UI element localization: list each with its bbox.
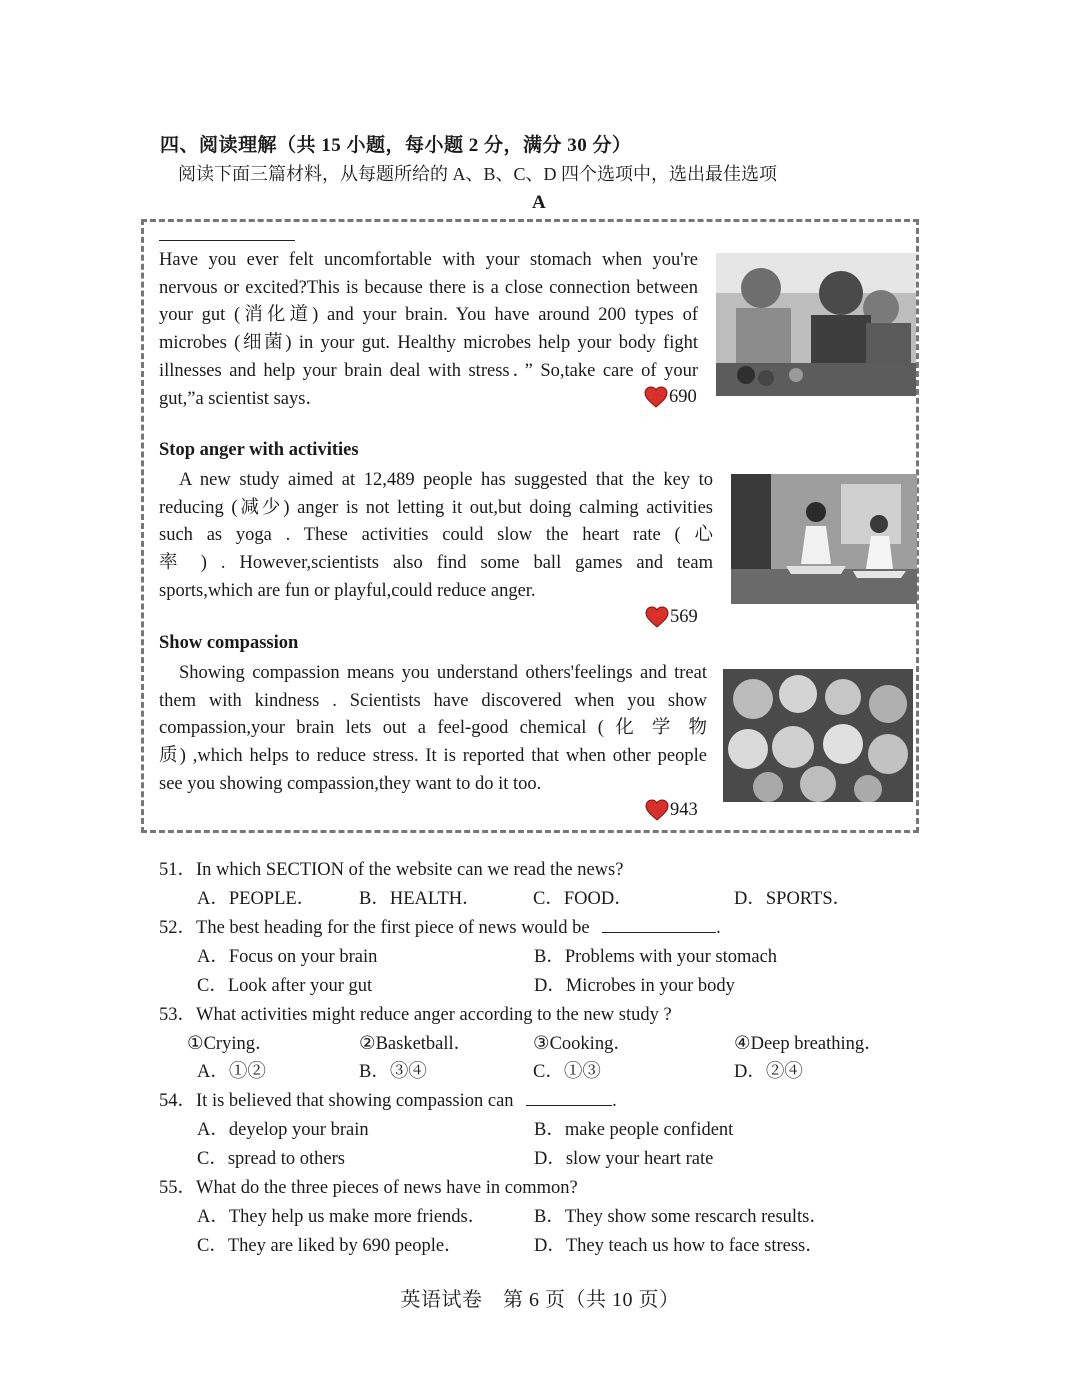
article-1-line: microbes (细菌) in your gut. Healthy microbes help your body fight [159,333,698,354]
option-51-b[interactable]: B．HEALTH． [359,889,481,909]
article-1-line: nervous or excited?This is because there is a close connection between [159,277,698,298]
article-3-text [159,660,707,799]
article-3-likes[interactable] [645,799,698,821]
item-53-3: ③Cooking． [533,1034,632,1054]
option-53-c[interactable]: C．①③ [533,1062,601,1082]
question-number: 55． [159,1178,197,1198]
option-52-c[interactable]: C．Look after your gut [197,976,373,996]
question-number: 52． [159,918,197,938]
article-1-line: your gut (消化道) and your brain. You have around 200 types of [159,305,698,326]
question-stem: The best heading for the first piece of news would be [196,918,590,938]
question-stem: What activities might reduce anger according to the new study ? [196,1005,672,1025]
option-54-c[interactable]: C．spread to others [197,1149,345,1169]
option-53-d[interactable]: D．②④ [734,1062,803,1082]
item-53-4: ④Deep breathing． [734,1034,883,1054]
article-2-likes[interactable] [645,606,698,628]
missing-heading-blank [159,238,295,241]
question-stem: What do the three pieces of news have in common? [196,1178,578,1198]
article-1-text [159,247,698,413]
answer-blank [526,1104,612,1106]
question-51 [159,855,623,881]
article-3-heading: Show compassion [159,633,299,653]
question-number: 51． [159,860,197,880]
article-2-line: such as yoga . These activities could slow the heart rate ( 心 [159,525,713,546]
option-51-a[interactable]: A．PEOPLE． [197,889,316,909]
option-55-b[interactable]: B．They show some rescarch results． [534,1207,828,1227]
likes-count: 943 [670,799,698,820]
question-stem: It is believed that showing compassion can [196,1091,514,1111]
passage-letter: A [532,192,546,213]
stem-period: . [716,918,721,938]
option-51-c[interactable]: C．FOOD． [533,889,633,909]
question-stem: In which SECTION of the website can we read the news? [196,860,624,880]
stem-period: . [612,1091,617,1111]
heart-icon [644,386,668,408]
question-52 [159,913,721,939]
option-54-a[interactable]: A．deyelop your brain [197,1120,369,1140]
article-1-line: Have you ever felt uncomfortable with your stomach when you're [159,250,698,270]
heart-icon [645,799,669,821]
option-54-b[interactable]: B．make people confident [534,1120,734,1140]
instruction: 阅读下面三篇材料，从每题所给的 A、B、C、D 四个选项中，选出最佳选项 [178,164,778,184]
option-54-d[interactable]: D．slow your heart rate [534,1149,714,1169]
article-2-line: reducing (减少) anger is not letting it out,but doing calming activities [159,497,713,518]
article-1-line: gut,”a scientist says． [159,388,324,409]
heart-icon [645,606,669,628]
article-1-line: illnesses and help your brain deal with stress．” So,take care of your [159,360,698,381]
page-footer: 英语试卷 第 6 页（共 10 页） [400,1289,680,1311]
photo-family-food [716,253,916,396]
question-53 [159,1000,672,1026]
option-53-b[interactable]: B．③④ [359,1062,427,1082]
item-53-1: ①Crying． [187,1034,274,1054]
question-55 [159,1173,578,1199]
article-2-text [159,467,713,606]
article-2-heading: Stop anger with activities [159,440,359,460]
option-55-a[interactable]: A．They help us make more friends． [197,1207,487,1227]
option-52-a[interactable]: A．Focus on your brain [197,947,378,967]
article-2-line: A new study aimed at 12,489 people has suggested that the key to [179,470,713,490]
question-number: 53． [159,1005,197,1025]
question-number: 54． [159,1091,197,1111]
section-title: 四、阅读理解（共 15 小题，每小题 2 分，满分 30 分） [160,135,632,156]
option-55-c[interactable]: C．They are liked by 690 people． [197,1236,463,1256]
article-2-line: sports,which are fun or playful,could reduce anger. [159,580,536,601]
answer-blank [602,931,716,933]
article-3-line: see you showing compassion,they want to do it too. [159,773,542,794]
article-3-line: them with kindness . Scientists have discovered when you show [159,690,707,711]
option-52-d[interactable]: D．Microbes in your body [534,976,735,996]
article-3-line: 质) ,which helps to reduce stress. It is reported that when other people [159,746,707,767]
photo-children-group [723,669,913,802]
question-54 [159,1086,617,1112]
option-55-d[interactable]: D．They teach us how to face stress． [534,1236,824,1256]
option-51-d[interactable]: D．SPORTS． [734,889,852,909]
option-53-a[interactable]: A．①② [197,1062,266,1082]
article-1-likes[interactable] [644,386,697,408]
likes-count: 690 [669,386,697,407]
article-2-line: 率 ) . However,scientists also find some ball games and team [159,553,713,574]
article-3-line: compassion,your brain lets out a feel-good chemical ( 化 学 物 [159,718,707,739]
article-3-line: Showing compassion means you understand others'feelings and treat [179,663,707,683]
option-52-b[interactable]: B．Problems with your stomach [534,947,778,967]
item-53-2: ②Basketball． [359,1034,473,1054]
photo-yoga [731,474,917,604]
likes-count: 569 [670,606,698,627]
